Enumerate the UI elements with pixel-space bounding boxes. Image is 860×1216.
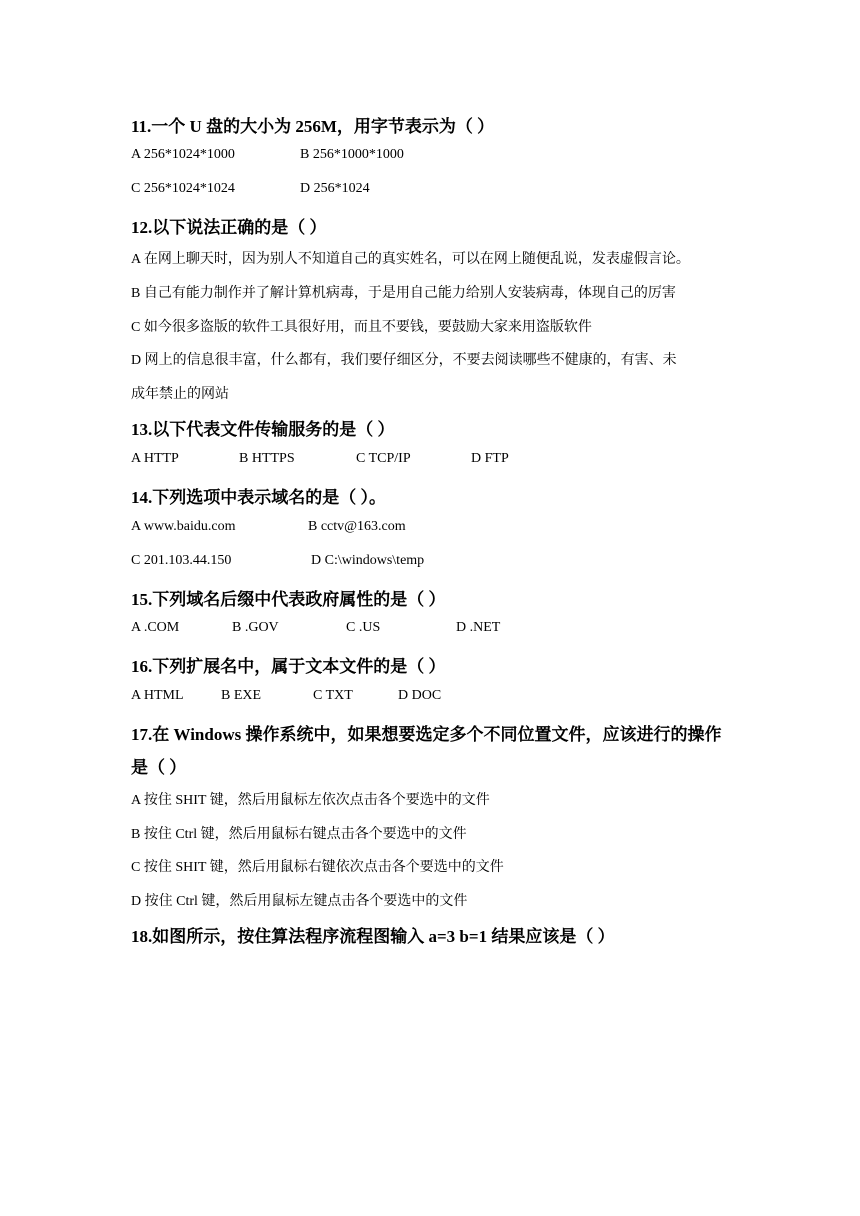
question-15-title: 15.下列域名后缀中代表政府属性的是（ ） xyxy=(131,590,446,609)
question-14-option-d: D C:\windows\temp xyxy=(311,553,425,568)
question-14-option-b: B cctv@163.com xyxy=(308,519,406,534)
question-11-option-a: A 256*1024*1000 xyxy=(131,147,235,162)
question-15-option-d: D .NET xyxy=(456,620,501,635)
question-12-option-c: C 如今很多盗版的软件工具很好用，而且不要钱，要鼓励大家来用盗版软件 xyxy=(131,320,592,335)
question-15-option-c: C .US xyxy=(346,620,381,635)
question-15-option-b: B .GOV xyxy=(232,620,279,635)
question-12-option-a: A 在网上聊天时，因为别人不知道自己的真实姓名，可以在网上随便乱说，发表虚假言论。 xyxy=(131,252,690,267)
question-16-option-b: B EXE xyxy=(221,688,262,703)
question-16-option-d: D DOC xyxy=(398,688,442,703)
question-18-title: 18.如图所示，按住算法程序流程图输入 a=3 b=1 结果应该是（ ） xyxy=(131,927,615,946)
question-13-option-b: B HTTPS xyxy=(239,451,295,466)
question-14-option-a: A www.baidu.com xyxy=(131,519,236,534)
question-12-option-d: D 网上的信息很丰富，什么都有，我们要仔细区分，不要去阅读哪些不健康的，有害、未 xyxy=(131,353,677,368)
question-14-title: 14.下列选项中表示域名的是（ ）。 xyxy=(131,488,386,507)
question-11-option-c: C 256*1024*1024 xyxy=(131,181,235,196)
question-11-option-d: D 256*1024 xyxy=(300,181,370,196)
question-13-option-d: D FTP xyxy=(471,451,509,466)
question-17-option-d: D 按住 Ctrl 键，然后用鼠标左键点击各个要选中的文件 xyxy=(131,894,468,909)
question-13-option-a: A HTTP xyxy=(131,451,179,466)
question-14-option-c: C 201.103.44.150 xyxy=(131,553,232,568)
question-16-option-a: A HTML xyxy=(131,688,184,703)
question-17-title: 17.在 Windows 操作系统中，如果想要选定多个不同位置文件，应该进行的操作 xyxy=(131,725,722,744)
question-16-option-c: C TXT xyxy=(313,688,353,703)
question-13-option-c: C TCP/IP xyxy=(356,451,411,466)
question-12-title: 12.以下说法正确的是（ ） xyxy=(131,218,327,237)
question-12-option-b: B 自己有能力制作并了解计算机病毒，于是用自己能力给别人安装病毒，体现自己的厉害 xyxy=(131,286,676,301)
question-15-option-a: A .COM xyxy=(131,620,180,635)
question-13-title: 13.以下代表文件传输服务的是（ ） xyxy=(131,420,395,439)
question-12-option-d-continued: 成年禁止的网站 xyxy=(131,387,229,402)
question-11-title: 11.一个 U 盘的大小为 256M，用字节表示为（ ） xyxy=(131,117,495,136)
question-17-title-continued: 是（ ） xyxy=(131,758,187,777)
question-16-title: 16.下列扩展名中，属于文本文件的是（ ） xyxy=(131,657,446,676)
question-17-option-a: A 按住 SHIT 键，然后用鼠标左依次点击各个要选中的文件 xyxy=(131,793,490,808)
question-17-option-c: C 按住 SHIT 键，然后用鼠标右键依次点击各个要选中的文件 xyxy=(131,860,504,875)
question-17-option-b: B 按住 Ctrl 键，然后用鼠标右键点击各个要选中的文件 xyxy=(131,827,467,842)
question-11-option-b: B 256*1000*1000 xyxy=(300,147,404,162)
